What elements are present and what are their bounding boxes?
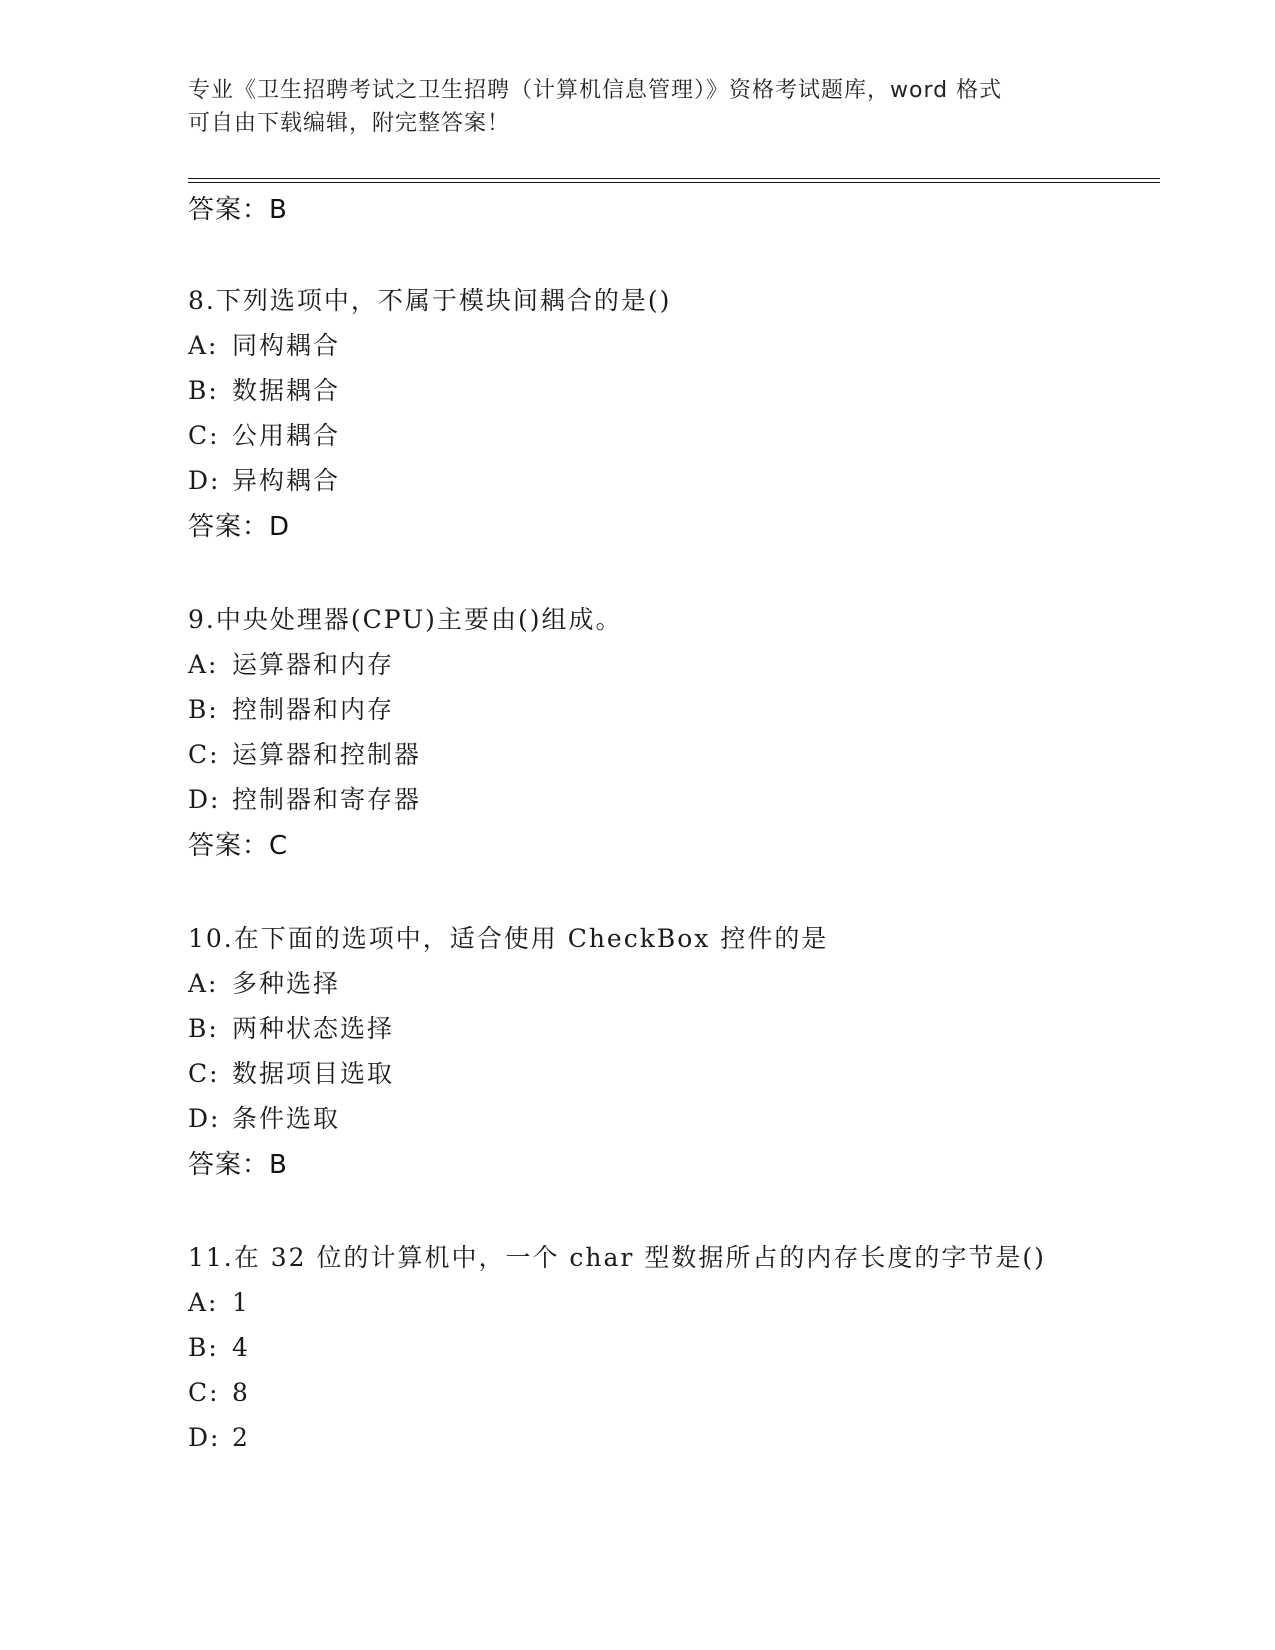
option-text: 数据项目选取 [232, 1059, 395, 1088]
option-c [188, 419, 340, 453]
header-divider [188, 178, 1160, 183]
option-d [188, 1102, 340, 1136]
option-letter: D: [188, 1423, 221, 1452]
option-letter: D: [188, 1104, 221, 1133]
answer-line: 答案：C [188, 831, 289, 861]
option-text: 1 [232, 1288, 250, 1317]
option-letter: C: [188, 421, 220, 450]
option-letter: B: [188, 1333, 219, 1362]
option-text: 运算器和控制器 [232, 740, 422, 769]
option-text: 同构耦合 [232, 331, 341, 360]
option-text: 公用耦合 [232, 421, 341, 450]
option-a [188, 648, 394, 682]
option-b [188, 693, 394, 727]
option-letter: C: [188, 740, 220, 769]
option-c [188, 1376, 250, 1410]
header-line-2: 可自由下载编辑，附完整答案！ [188, 111, 511, 136]
option-text: 运算器和内存 [232, 650, 395, 679]
option-b [188, 374, 340, 408]
answer-line: 答案：B [188, 1150, 288, 1180]
option-letter: B: [188, 376, 219, 405]
option-letter: D: [188, 466, 221, 495]
option-text: 4 [232, 1333, 250, 1362]
option-letter: B: [188, 695, 219, 724]
option-text: 控制器和内存 [232, 695, 395, 724]
previous-answer: 答案：B [188, 195, 288, 225]
option-a [188, 967, 340, 1001]
option-text: 数据耦合 [232, 376, 341, 405]
option-letter: A: [188, 1288, 219, 1317]
option-letter: D: [188, 785, 221, 814]
option-text: 条件选取 [232, 1104, 341, 1133]
option-text: 控制器和寄存器 [232, 785, 422, 814]
option-b [188, 1012, 394, 1046]
option-text: 多种选择 [232, 969, 341, 998]
option-d [188, 1421, 250, 1455]
header-line-1: 专业《卫生招聘考试之卫生招聘（计算机信息管理）》资格考试题库，word 格式 [188, 78, 1003, 103]
option-c [188, 738, 421, 772]
option-c [188, 1057, 394, 1091]
option-d [188, 464, 340, 498]
option-text: 8 [232, 1378, 250, 1407]
question-stem: 11.在 32 位的计算机中，一个 char 型数据所占的内存长度的字节是() [188, 1243, 1046, 1272]
option-b [188, 1331, 250, 1365]
option-letter: C: [188, 1378, 220, 1407]
option-letter: C: [188, 1059, 220, 1088]
option-text: 异构耦合 [232, 466, 341, 495]
question-stem: 8.下列选项中，不属于模块间耦合的是() [188, 286, 672, 315]
option-text: 2 [232, 1423, 250, 1452]
question-stem: 10.在下面的选项中，适合使用 CheckBox 控件的是 [188, 924, 829, 953]
option-d [188, 783, 421, 817]
answer-line: 答案：D [188, 512, 291, 542]
option-letter: A: [188, 331, 219, 360]
question-stem: 9.中央处理器(CPU)主要由()组成。 [188, 605, 623, 634]
document-header [188, 74, 1088, 140]
option-letter: A: [188, 969, 219, 998]
option-letter: B: [188, 1014, 219, 1043]
option-text: 两种状态选择 [232, 1014, 395, 1043]
option-letter: A: [188, 650, 219, 679]
option-a [188, 1286, 250, 1320]
option-a [188, 329, 340, 363]
